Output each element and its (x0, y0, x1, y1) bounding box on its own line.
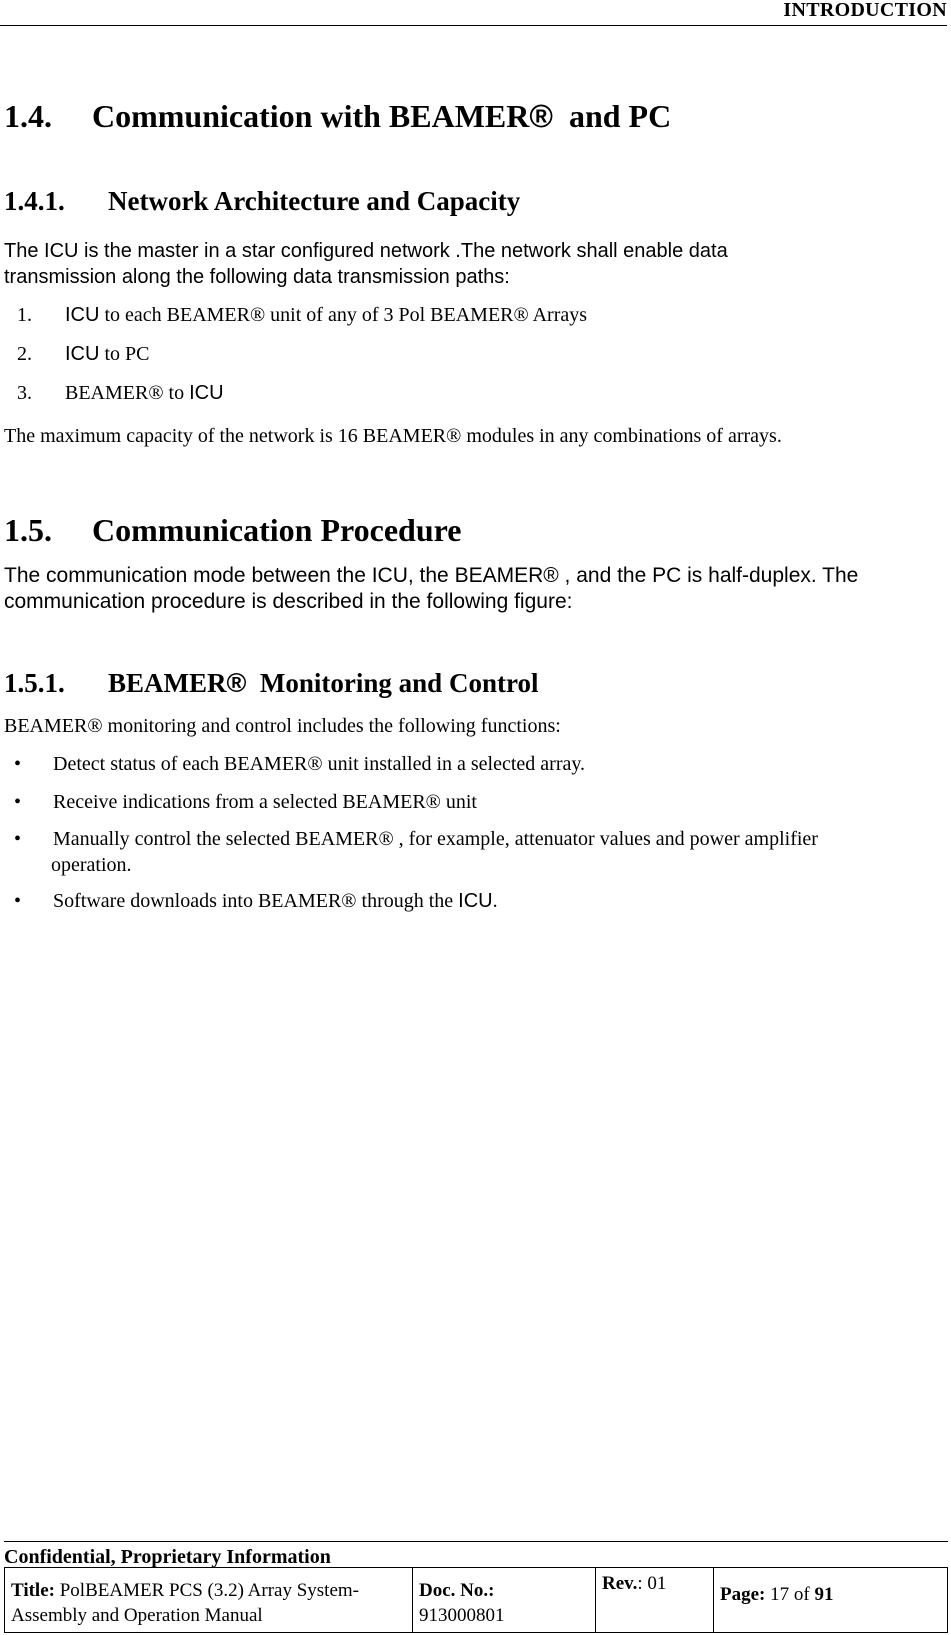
item-text (65, 343, 149, 366)
page-of: of (793, 1584, 810, 1605)
doc-value: 913000801 (419, 1605, 505, 1626)
bullet-text: Receive indications from a selected BEAMER® unit (53, 791, 477, 813)
section-title-post: and PC (568, 98, 672, 134)
bullet-text-main: Software downloads into BEAMER® through the (53, 890, 454, 912)
paragraph-line: The communication mode between the ICU, the BEAMER® , and the PC is half-duplex. The (4, 564, 859, 587)
doc-label: Doc. No.: (419, 1580, 495, 1601)
title-label: Title: (11, 1580, 55, 1601)
bullet-tail: . (492, 890, 498, 912)
paragraph-line: The ICU is the master in a star configured network .The network shall enable data (4, 240, 728, 262)
acronym: ICU (65, 304, 100, 326)
footer-confidential (4, 1541, 948, 1570)
subsection-number: 1.5.1. (4, 668, 65, 698)
capacity-paragraph (4, 424, 939, 448)
communication-paragraph (4, 563, 939, 615)
item-number: 3. (17, 382, 32, 404)
rev-label: Rev. (602, 1573, 638, 1594)
item-rest: to PC (104, 343, 150, 365)
subsection-number: 1.4.1. (4, 186, 65, 216)
paragraph-line: communication procedure is described in the following figure: (4, 590, 573, 613)
item-text (65, 382, 224, 405)
subsection-title-post: Monitoring and Control (259, 668, 539, 698)
subsection-title-pre: BEAMER (108, 668, 227, 698)
item-text (65, 304, 587, 327)
monitoring-intro (4, 714, 939, 738)
section-title: Communication Procedure (92, 512, 462, 548)
running-header (0, 0, 947, 26)
paragraph-line: transmission along the following data transmission paths: (4, 266, 510, 288)
page-label: Page: (720, 1584, 766, 1605)
paragraph-line: The maximum capacity of the network is 16 BEAMER® modules in any combinations of arrays. (4, 425, 782, 447)
item-number: 1. (17, 304, 32, 326)
section-number: 1.4. (4, 98, 52, 134)
subsection-title: Network Architecture and Capacity (108, 186, 521, 216)
section-number: 1.5. (4, 512, 52, 548)
bullet-icon: • (14, 890, 22, 912)
rev-value: : 01 (637, 1573, 667, 1594)
confidential-label: Confidential, Proprietary Information (4, 1546, 331, 1568)
footer-table (4, 1567, 948, 1633)
registered-mark: ® (226, 668, 247, 698)
acronym: ICU (189, 382, 224, 404)
bullet-text (53, 890, 498, 913)
section-title (92, 98, 671, 135)
bullet-text: Detect status of each BEAMER® unit installed in a selected array. (53, 753, 586, 775)
network-intro-paragraph (4, 238, 939, 290)
item-pre: BEAMER® to (65, 382, 185, 404)
bullet-text: Manually control the selected BEAMER® , for example, attenuator values and power amplifier (53, 828, 818, 850)
subsection-title (108, 668, 538, 699)
registered-mark: ® (529, 98, 553, 134)
footer-page-cell (714, 1568, 947, 1632)
item-number: 2. (17, 343, 32, 365)
paragraph-line: BEAMER® monitoring and control includes the following functions: (4, 715, 561, 737)
section-title-pre: Communication with BEAMER (92, 98, 530, 134)
title-value-line1: PolBEAMER PCS (3.2) Array System- (59, 1580, 360, 1601)
footer-doc-cell (413, 1568, 596, 1632)
bullet-icon: • (14, 828, 22, 850)
running-header-title: INTRODUCTION (783, 0, 947, 21)
item-rest: to each BEAMER® unit of any of 3 Pol BEAMER® Arrays (104, 304, 588, 326)
acronym: ICU (65, 343, 100, 365)
page-total: 91 (814, 1584, 834, 1605)
page-current: 17 (770, 1584, 790, 1605)
footer-title-cell (5, 1568, 413, 1632)
bullet-text-continued: operation. (51, 854, 132, 876)
bullet-icon: • (14, 753, 22, 775)
bullet-icon: • (14, 791, 22, 813)
acronym: ICU (458, 890, 493, 912)
footer-rev-cell (596, 1568, 714, 1632)
title-value-line2: Assembly and Operation Manual (11, 1605, 263, 1626)
